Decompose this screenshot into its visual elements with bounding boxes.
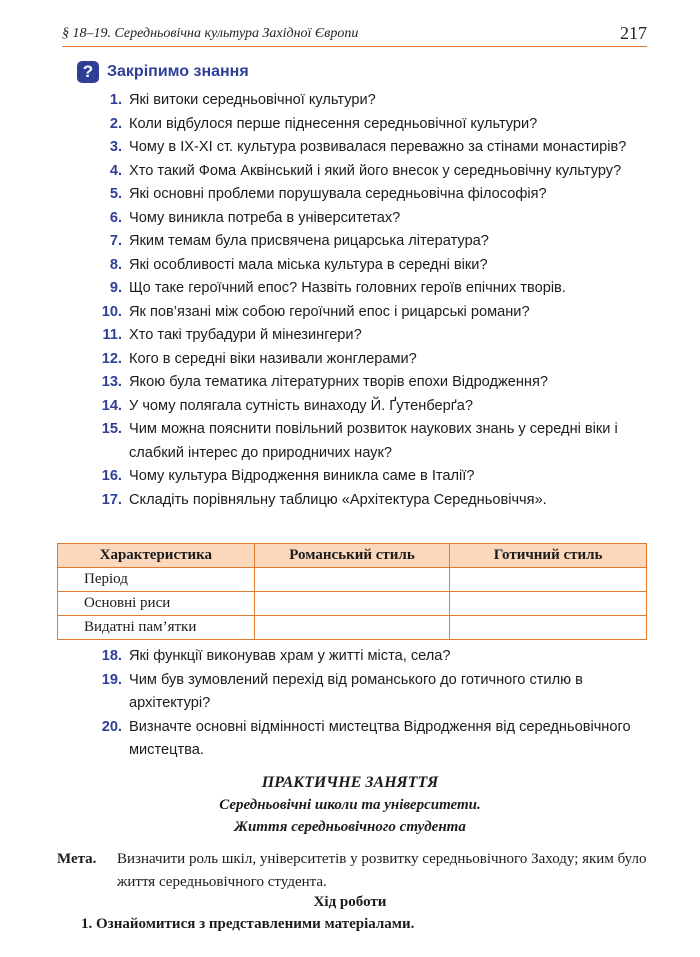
question-text: У чому полягала сутність винаходу Й. Ґутенберґа? — [129, 397, 473, 414]
question-item — [93, 89, 653, 113]
section-heading — [77, 60, 249, 84]
question-item — [93, 113, 653, 137]
comparison-table — [57, 543, 647, 640]
question-item — [93, 183, 653, 207]
table-cell — [254, 616, 450, 640]
question-item — [93, 136, 653, 160]
question-number: 17. — [101, 491, 122, 508]
question-text: Якою була тематика літературних творів епохи Відродження? — [129, 374, 549, 390]
question-number: 10. — [101, 303, 122, 320]
question-number: 7. — [109, 233, 122, 249]
table-cell — [450, 616, 647, 640]
question-text: Які витоки середньовічної культури? — [129, 92, 376, 108]
question-item — [93, 716, 653, 763]
table-cell — [254, 568, 450, 592]
question-text: Які особливості мала міська культура в середні віки? — [129, 256, 488, 273]
question-text: Чому виникла потреба в університетах? — [129, 209, 401, 226]
question-text: Чому в ІХ-ХІ ст. культура розвивалася переважно за стінами монастирів? — [129, 139, 627, 155]
question-item — [93, 489, 653, 513]
question-number: 5. — [109, 186, 122, 202]
goal-text: Визначити роль шкіл, університетів у розвитку середньовічного Заходу; яким було життя середньовічного студента. — [117, 851, 647, 890]
question-text: Хто такий Фома Аквінський і який його внесок у середньовічну культуру? — [129, 162, 622, 179]
table-row-label: Період — [58, 568, 255, 592]
question-number: 2. — [109, 115, 122, 132]
question-number: 3. — [109, 139, 122, 155]
question-text: Які основні проблеми порушувала середньовічна філософія? — [129, 186, 547, 202]
question-item — [93, 207, 653, 231]
table-header-cell: Характеристика — [58, 544, 255, 568]
question-text: Як пов’язані між собою героїчний епос і рицарські романи? — [129, 303, 530, 320]
question-number: 9. — [109, 280, 122, 296]
question-number: 1. — [109, 92, 122, 108]
question-item — [93, 230, 653, 254]
practical-subtitle: Середньовічні школи та університети. — [219, 797, 481, 813]
table-cell — [254, 592, 450, 616]
page-number: 217 — [620, 23, 647, 43]
question-number: 14. — [101, 397, 122, 414]
question-item — [93, 465, 653, 489]
question-number: 13. — [101, 374, 122, 390]
question-list — [93, 89, 653, 512]
question-number: 20. — [101, 718, 122, 735]
question-item — [93, 645, 653, 669]
question-item — [93, 301, 653, 325]
table-cell — [450, 568, 647, 592]
question-item — [93, 277, 653, 301]
question-text: Яким темам була присвячена рицарська література? — [129, 233, 489, 249]
question-number: 6. — [109, 209, 122, 226]
table-cell — [450, 592, 647, 616]
question-number: 8. — [109, 256, 122, 273]
table-header-row — [58, 544, 647, 568]
work-progress-heading: Хід роботи — [313, 894, 387, 910]
question-mark-icon: ? — [77, 61, 99, 83]
question-number: 4. — [109, 162, 122, 179]
goal-label: Мета. — [57, 851, 97, 867]
question-item — [93, 324, 653, 348]
section-title: Закріпимо знання — [107, 63, 249, 80]
table-header-cell: Романський стиль — [254, 544, 450, 568]
running-header — [62, 22, 647, 47]
question-text: Складіть порівняльну таблицю «Архітектура Середньовіччя». — [129, 491, 547, 508]
question-item — [93, 669, 653, 716]
question-list-continued — [93, 645, 653, 763]
table-row — [58, 616, 647, 640]
question-item — [93, 160, 653, 184]
practical-title: ПРАКТИЧНЕ ЗАНЯТТЯ — [261, 774, 439, 791]
question-text: Хто такі трубадури й мінезингери? — [129, 327, 362, 343]
question-item — [93, 371, 653, 395]
table-row-label: Основні риси — [58, 592, 255, 616]
question-item — [93, 418, 653, 465]
question-item — [93, 348, 653, 372]
practical-subtitle: Життя середньовічного студента — [234, 819, 466, 835]
question-number: 16. — [101, 468, 122, 484]
question-number: 15. — [101, 421, 122, 437]
question-item — [93, 395, 653, 419]
question-text: Що таке героїчний епос? Назвіть головних героїв епічних творів. — [129, 280, 566, 296]
question-number: 11. — [102, 327, 122, 343]
question-number: 12. — [101, 350, 122, 367]
goal-paragraph — [57, 848, 657, 894]
practical-lesson-heading — [0, 772, 700, 838]
header-title: § 18–19. Середньовічна культура Західної Європи — [62, 26, 359, 41]
question-text: Чому культура Відродження виникла саме в Італії? — [129, 468, 475, 484]
question-number: 18. — [101, 648, 122, 664]
table-row-label: Видатні пам’ятки — [58, 616, 255, 640]
work-step: 1. Ознайомитися з представленими матеріалами. — [81, 916, 415, 932]
question-text: Кого в середні віки називали жонглерами? — [129, 350, 417, 367]
question-text: Чим був зумовлений перехід від романського до готичного стилю в архітектурі? — [129, 671, 583, 711]
table-row — [58, 568, 647, 592]
question-number: 19. — [101, 671, 122, 688]
table-row — [58, 592, 647, 616]
question-text: Визначте основні відмінності мистецтва Відродження від середньовічного мистецтва. — [129, 718, 631, 758]
table-header-cell: Готичний стиль — [450, 544, 647, 568]
question-text: Коли відбулося перше піднесення середньовічної культури? — [129, 115, 538, 132]
question-text: Які функції виконував храм у житті міста, села? — [129, 648, 451, 664]
question-item — [93, 254, 653, 278]
question-text: Чим можна пояснити повільний розвиток наукових знань у середні віки і слабкий інтерес до природничих наук? — [129, 421, 618, 461]
